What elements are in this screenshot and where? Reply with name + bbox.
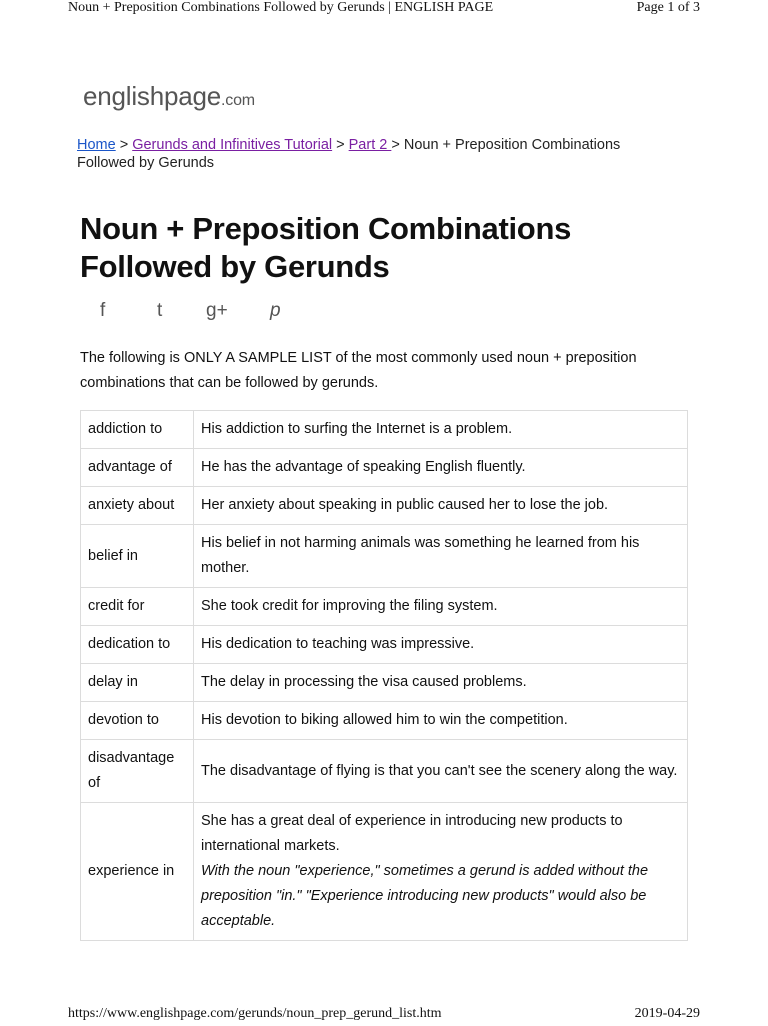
combination-term: advantage of xyxy=(81,449,194,487)
logo-main: englishpage xyxy=(83,81,222,111)
combination-term: experience in xyxy=(81,803,194,941)
print-footer xyxy=(68,1006,700,1026)
example-sentence: His addiction to surfing the Internet is a problem. xyxy=(201,421,513,437)
logo-suffix: .com xyxy=(221,92,255,109)
example-cell xyxy=(194,411,688,449)
table-row xyxy=(81,740,688,803)
table-row xyxy=(81,411,688,449)
table-row xyxy=(81,664,688,702)
combination-term: belief in xyxy=(81,525,194,588)
breadcrumb-tutorial-link[interactable]: Gerunds and Infinitives Tutorial xyxy=(132,137,333,153)
example-sentence: The delay in processing the visa caused problems. xyxy=(201,674,527,690)
table-row xyxy=(81,803,688,941)
example-cell xyxy=(194,449,688,487)
example-sentence: She took credit for improving the filing system. xyxy=(201,598,498,614)
combinations-table xyxy=(80,410,688,941)
combination-term: anxiety about xyxy=(81,487,194,525)
intro-paragraph: The following is ONLY A SAMPLE LIST of the most commonly used noun + preposition combinations that can be followed by gerunds. xyxy=(80,350,637,391)
breadcrumb-separator: > xyxy=(336,137,345,153)
example-sentence: Her anxiety about speaking in public caused her to lose the job. xyxy=(201,497,609,513)
breadcrumb-separator: > xyxy=(119,137,129,153)
breadcrumb-home-link[interactable]: Home xyxy=(77,137,116,153)
table-row xyxy=(81,702,688,740)
table-row xyxy=(81,626,688,664)
combination-term: devotion to xyxy=(81,702,194,740)
print-footer-date: 2019-04-29 xyxy=(634,1006,700,1021)
example-sentence: He has the advantage of speaking English fluently. xyxy=(201,459,526,475)
example-cell xyxy=(194,626,688,664)
combination-term: dedication to xyxy=(81,626,194,664)
example-sentence: His dedication to teaching was impressive. xyxy=(201,636,475,652)
breadcrumb-separator: > xyxy=(391,137,400,153)
table-row xyxy=(81,487,688,525)
site-logo[interactable] xyxy=(83,81,255,112)
example-cell xyxy=(194,740,688,803)
print-header xyxy=(68,0,700,20)
example-cell xyxy=(194,525,688,588)
twitter-icon[interactable]: t xyxy=(157,300,163,321)
combination-term: addiction to xyxy=(81,411,194,449)
breadcrumb-current: Noun + Preposition Combinations Followed by Gerunds xyxy=(77,137,621,171)
breadcrumb-part-link[interactable]: Part 2 xyxy=(348,137,392,153)
table-row xyxy=(81,588,688,626)
example-cell xyxy=(194,664,688,702)
breadcrumb xyxy=(77,136,677,172)
example-cell xyxy=(194,588,688,626)
example-sentence: The disadvantage of flying is that you can't see the scenery along the way. xyxy=(201,762,678,779)
google-plus-icon[interactable]: g+ xyxy=(206,300,228,321)
print-header-title: Noun + Preposition Combinations Followed by Gerunds | ENGLISH PAGE xyxy=(68,0,494,15)
example-cell xyxy=(194,803,688,941)
combination-term: delay in xyxy=(81,664,194,702)
page-title: Noun + Preposition Combinations Followed by Gerunds xyxy=(80,211,572,284)
example-cell xyxy=(194,702,688,740)
example-sentence: She has a great deal of experience in introducing new products to international markets. xyxy=(201,813,623,854)
combination-term: disadvantage of xyxy=(81,740,194,803)
print-footer-url: https://www.englishpage.com/gerunds/noun_prep_gerund_list.htm xyxy=(68,1006,442,1021)
combination-term: credit for xyxy=(81,588,194,626)
print-header-page: Page 1 of 3 xyxy=(636,0,700,15)
table-row xyxy=(81,525,688,588)
pinterest-icon[interactable]: p xyxy=(270,300,281,321)
example-sentence: His devotion to biking allowed him to win the competition. xyxy=(201,712,568,728)
table-row xyxy=(81,449,688,487)
example-cell xyxy=(194,487,688,525)
example-sentence: His belief in not harming animals was something he learned from his mother. xyxy=(201,535,640,576)
example-note: With the noun "experience," sometimes a gerund is added without the preposition "in." "Experience introducing new products" would also be acceptable. xyxy=(201,863,649,929)
facebook-icon[interactable]: f xyxy=(100,300,106,321)
